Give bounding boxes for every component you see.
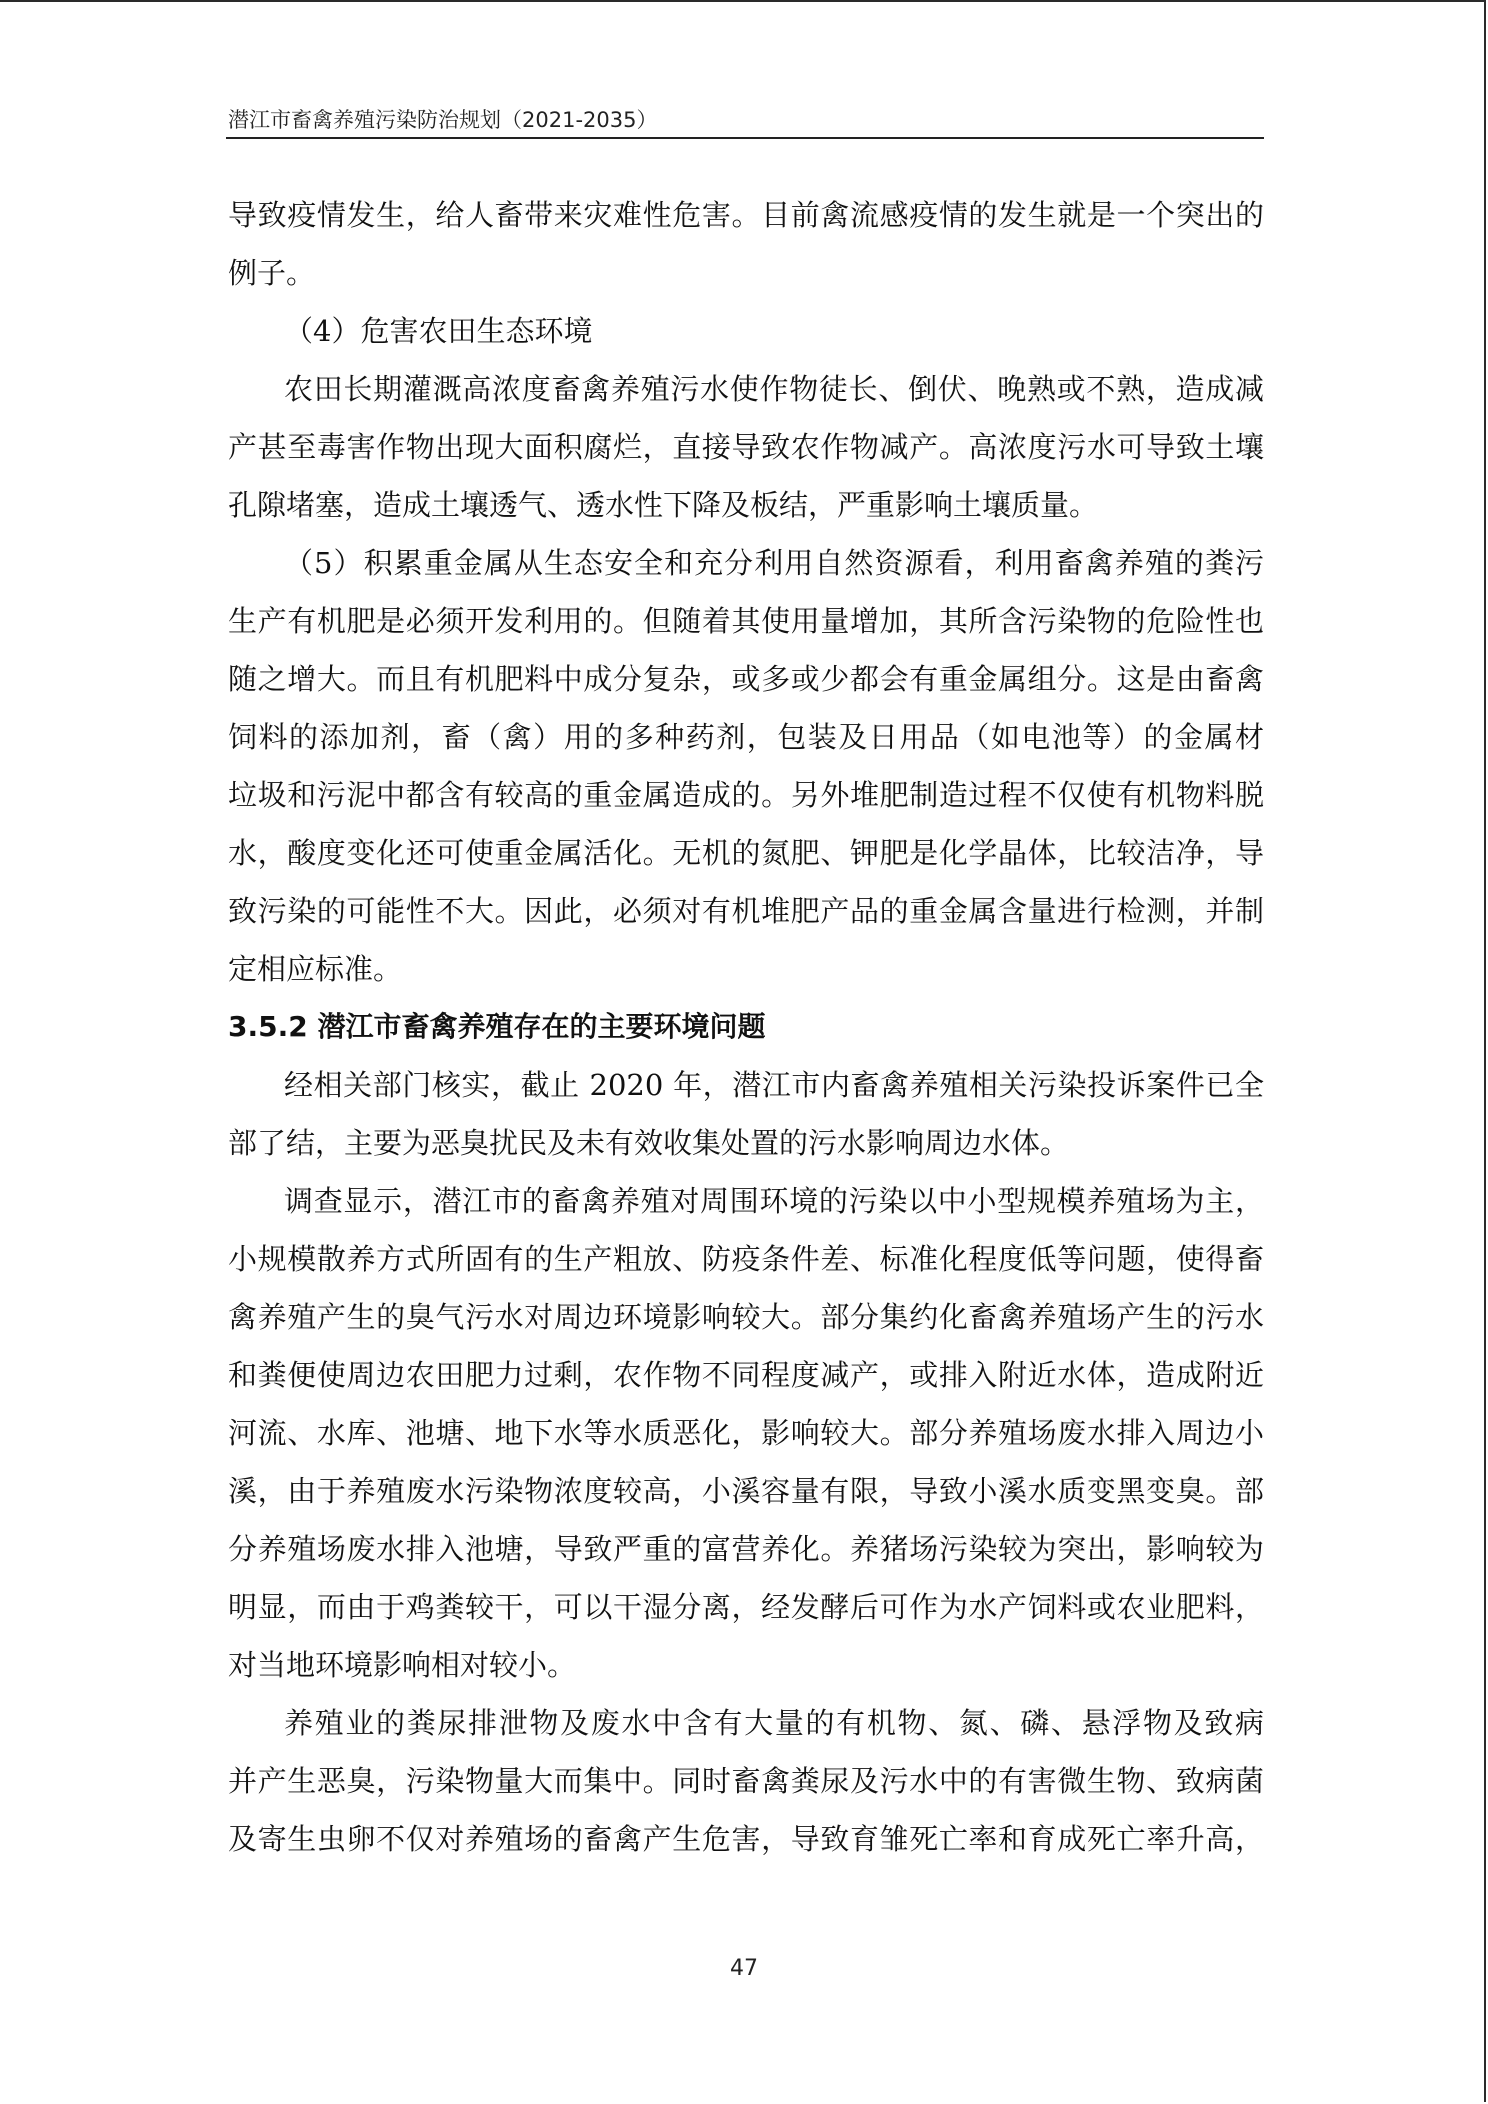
text-line: 致污染的可能性不大。因此，必须对有机堆肥产品的重金属含量进行检测，并制: [228, 894, 1264, 928]
text-line: 及寄生虫卵不仅对养殖场的畜禽产生危害，导致育雏死亡率和育成死亡率升高，: [228, 1822, 1264, 1856]
text-line: 和粪便使周边农田肥力过剩，农作物不同程度减产，或排入附近水体，造成附近: [228, 1358, 1264, 1392]
text-line: 生产有机肥是必须开发利用的。但随着其使用量增加，其所含污染物的危险性也: [228, 604, 1264, 638]
text-line: 河流、水库、池塘、地下水等水质恶化，影响较大。部分养殖场废水排入周边小: [228, 1416, 1264, 1450]
text-line: 溪，由于养殖废水污染物浓度较高，小溪容量有限，导致小溪水质变黑变臭。部: [228, 1474, 1264, 1508]
text-line: 产甚至毒害作物出现大面积腐烂，直接导致农作物减产。高浓度污水可导致土壤: [228, 430, 1264, 464]
text-line: 经相关部门核实，截止 2020 年，潜江市内畜禽养殖相关污染投诉案件已全: [284, 1068, 1264, 1102]
text-line: 对当地环境影响相对较小。: [228, 1648, 577, 1682]
section-heading: 3.5.2 潜江市畜禽养殖存在的主要环境问题: [228, 1010, 766, 1043]
text-line: 导致疫情发生，给人畜带来灾难性危害。目前禽流感疫情的发生就是一个突出的: [228, 198, 1264, 232]
text-line: 并产生恶臭，污染物量大而集中。同时畜禽粪尿及污水中的有害微生物、致病菌: [228, 1764, 1264, 1798]
text-line: 明显，而由于鸡粪较干，可以干湿分离，经发酵后可作为水产饲料或农业肥料，: [228, 1590, 1264, 1624]
text-line: 部了结，主要为恶臭扰民及未有效收集处置的污水影响周边水体。: [228, 1126, 1070, 1160]
header-divider: [226, 137, 1264, 139]
text-line: 水，酸度变化还可使重金属活化。无机的氮肥、钾肥是化学晶体，比较洁净，导: [228, 836, 1264, 870]
page-number: 47: [730, 1956, 758, 1981]
text-line: 调查显示，潜江市的畜禽养殖对周围环境的污染以中小型规模养殖场为主，: [284, 1184, 1264, 1218]
text-line: （4）危害农田生态环境: [284, 314, 593, 348]
text-line: 小规模散养方式所固有的生产粗放、防疫条件差、标准化程度低等问题，使得畜: [228, 1242, 1264, 1276]
text-line: 农田长期灌溉高浓度畜禽养殖污水使作物徒长、倒伏、晚熟或不熟，造成减: [284, 372, 1264, 406]
text-line: 孔隙堵塞，造成土壤透气、透水性下降及板结，严重影响土壤质量。: [228, 488, 1099, 522]
text-line: 养殖业的粪尿排泄物及废水中含有大量的有机物、氮、磷、悬浮物及致病: [284, 1706, 1264, 1740]
text-line: 禽养殖产生的臭气污水对周边环境影响较大。部分集约化畜禽养殖场产生的污水: [228, 1300, 1264, 1334]
text-line: （5）积累重金属从生态安全和充分利用自然资源看，利用畜禽养殖的粪污: [284, 546, 1264, 580]
text-line: 定相应标准。: [228, 952, 403, 986]
text-line: 分养殖场废水排入池塘，导致严重的富营养化。养猪场污染较为突出，影响较为: [228, 1532, 1264, 1566]
text-line: 垃圾和污泥中都含有较高的重金属造成的。另外堆肥制造过程不仅使有机物料脱: [228, 778, 1264, 812]
body-text: [228, 186, 1264, 1868]
text-line: 例子。: [228, 256, 316, 290]
text-line: 饲料的添加剂，畜（禽）用的多种药剂，包装及日用品（如电池等）的金属材: [228, 720, 1264, 754]
running-header-title: 潜江市畜禽养殖污染防治规划（2021-2035）: [228, 108, 658, 132]
text-line: 随之增大。而且有机肥料中成分复杂，或多或少都会有重金属组分。这是由畜禽: [228, 662, 1264, 696]
